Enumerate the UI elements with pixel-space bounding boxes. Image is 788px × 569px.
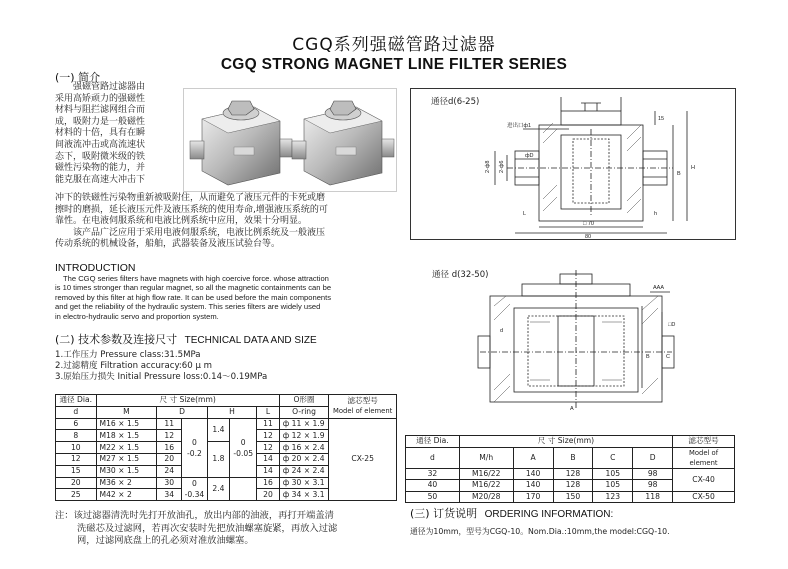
note-line: 注：该过滤器清洗时先打开放油孔，放出内部的油液，再打开端盖清 <box>55 510 334 521</box>
intro-line: 磁性污染物的能力，并 <box>55 163 146 174</box>
table-row: 25 M42 × 2 34 20 ф 34 × 3.1 <box>56 489 397 501</box>
th-size: 尺 寸 Size(mm) <box>96 395 279 407</box>
fig1-dim-port: 进出口ф1 <box>507 123 532 129</box>
intro-line: 靠性。在电液伺服系统和电液比例系统中应用，效果十分明显。 <box>55 216 308 227</box>
filter-unit-left <box>190 101 292 185</box>
intro-text-narrow <box>55 82 183 186</box>
order-text: 通径为10mm，型号为CGQ-10。Nom.Dia.:10mm,the model:CGQ-10. <box>410 527 670 536</box>
page-title-en: CGQ STRONG MAGNET LINE FILTER SERIES <box>220 56 568 73</box>
tech-params <box>55 350 267 383</box>
intro-en-line: The CGQ series filters have magnets with high coercive force. whose attraction <box>63 274 329 283</box>
product-photo <box>183 88 397 192</box>
fig1-dim-h2: 2-ф6 <box>499 160 505 173</box>
th-H: H <box>207 406 257 418</box>
intro-line: 材料的十倍，具有在瞬 <box>55 128 146 139</box>
fig2-dim-A: A <box>570 406 574 412</box>
fig2-dim-d: d <box>500 328 504 334</box>
dim-table: 通径 Dia. 尺 寸 Size(mm) 滤芯型号 d M/h A B C D Model of element 32 M16/22 140 128 105 98 CX-40 40 M16/22 140 128 105 98 50 M20/28 170 150 123 118 CX-50 <box>405 435 735 503</box>
th-d: d <box>56 406 97 418</box>
intro-heading-en: INTRODUCTION <box>55 262 136 274</box>
intro-line: 态下，吸附微米级的铁 <box>55 151 146 162</box>
spec-table <box>55 394 397 501</box>
intro-line: 强磁管路过滤器由 <box>73 82 146 92</box>
intro-en-line: is 10 times stronger than regular magnet, so all the magnetic containments can be <box>55 283 332 293</box>
figure-1-label: 通径d(6-25) <box>431 97 480 107</box>
intro-line: 成，吸附力是一般磁性 <box>55 116 146 127</box>
th-dia: 通径 Dia. <box>56 395 97 407</box>
order-heading-cn: (三) 订货说明 <box>410 507 478 520</box>
table-row: 40 M16/22 140 128 105 98 <box>406 480 735 492</box>
table-row: 20 M36 × 2 30 0 -0.34 2.4 16 ф 30 × 3.1 <box>56 477 397 489</box>
th-L: L <box>257 406 280 418</box>
table-row: 8 M18 × 1.5 12 12 ф 12 × 1.9 <box>56 430 397 442</box>
fig2-dim-AA: AAA <box>653 285 665 291</box>
th-oring: O形圈 <box>279 395 329 407</box>
table-row: 12 M27 × 1.5 20 14 ф 20 × 2.4 <box>56 453 397 465</box>
figure-1-drawing <box>411 89 735 239</box>
note-line: 网，过滤网底盘上的孔必须对准放油螺塞。 <box>77 535 254 546</box>
table-row: 50 M20/28 170 150 123 118 CX-50 <box>406 491 735 503</box>
note <box>55 510 400 548</box>
model-cell: CX-25 <box>329 418 397 501</box>
table-row: 15 M30 × 1.5 24 14 ф 24 × 2.4 <box>56 465 397 477</box>
th-model: 滤芯型号 Model of element <box>329 395 397 419</box>
intro-text-en <box>55 274 400 321</box>
intro-en-line: in electro-hydraulic servo and proportion system. <box>55 311 219 321</box>
filter-unit-right <box>292 101 394 185</box>
intro-text-wide <box>55 193 395 251</box>
table-row: 10 M22 × 1.5 16 1.8 12 ф 16 × 2.4 <box>56 442 397 454</box>
intro-line: 采用高矫顽力的强磁性 <box>55 93 146 104</box>
intro-en-line: and get the reliability of the hydraulic system. This series filters are widely used <box>55 302 321 312</box>
param-accuracy: 2.过滤精度 Filtration accuracy:60 μ m <box>55 361 213 371</box>
figure-2 <box>410 262 734 412</box>
intro-line: 擦时的磨损，延长液压元件及液压系统的使用寿命,增强液压系统的可 <box>55 204 328 215</box>
intro-heading: (一) 简介 <box>55 71 101 84</box>
product-photo-svg <box>184 89 396 191</box>
fig1-dim-D: фD <box>525 153 534 159</box>
intro-line: 能克服在高速大冲击下 <box>55 174 146 185</box>
intro-line: 冲下的铁磁性污染物重新被吸附住，从而避免了液压元件的卡死或磨 <box>55 193 326 203</box>
intro-line: 间液流冲击或高流速状 <box>55 139 146 150</box>
fig1-dim-B: B <box>677 171 681 177</box>
th-model-2: 滤芯型号 <box>673 436 735 448</box>
th-M: M <box>96 406 157 418</box>
tech-heading-en: TECHNICAL DATA AND SIZE <box>184 335 317 346</box>
intro-line: 传动系统的机械设备，船舶，武器装备及液压试验台等。 <box>55 239 281 250</box>
fig1-dim-h1: 2-ф8 <box>485 160 491 173</box>
param-loss: 3.原始压力损失 Initial Pressure loss:0.14～0.19MPa <box>55 372 268 382</box>
note-line: 洗磁芯及过滤网，若再次安装时先把放油螺塞旋紧，再放入过滤 <box>77 522 338 534</box>
table-row: 6 M16 × 1.5 11 0 -0.2 1.4 0 -0.05 11 ф 11 × 1.9 CX-25 <box>56 418 397 430</box>
page-title-cn: CGQ系列强磁管路过滤器 <box>292 35 496 55</box>
table-row: 32 M16/22 140 128 105 98 CX-40 <box>406 468 735 480</box>
fig1-dim-w: □ 70 <box>583 221 594 227</box>
th-d-2: d <box>406 447 460 468</box>
fig1-dim-top: 15 <box>658 116 665 122</box>
intro-en-line: removed by this filter at high flow rate. It can be used before the main components <box>55 292 332 302</box>
figure-2-drawing <box>410 262 734 412</box>
tech-heading-cn: (二) 技术参数及连接尺寸 <box>55 333 178 346</box>
fig2-dim-C: C <box>666 354 670 360</box>
th-dia-2: 通径 Dia. <box>406 436 460 448</box>
tech-heading <box>55 331 317 347</box>
order-heading-en: ORDERING INFORMATION: <box>484 509 614 520</box>
th-D: D <box>157 406 207 418</box>
intro-line: 该产品广泛应用于采用电液伺服系统，电液比例系统及一般液压 <box>73 227 326 238</box>
figure-2-label: 通径 d(32-50) <box>432 270 489 280</box>
figure-1 <box>410 88 736 240</box>
param-pressure: 1.工作压力 Pressure class:31.5MPa <box>55 350 201 360</box>
th-oring2: O-ring <box>279 406 329 418</box>
order-heading <box>410 505 613 521</box>
fig2-dim-B: B <box>646 354 650 360</box>
fig1-dim-h: h <box>654 211 658 217</box>
fig2-dim-D: □D <box>668 322 676 328</box>
fig1-dim-H: H <box>691 165 695 171</box>
fig1-dim-L: L <box>523 211 527 217</box>
intro-line: 材料与阻拦滤网组合而 <box>55 105 146 116</box>
fig1-dim-80: 80 <box>585 234 592 239</box>
th-size-2: 尺 寸 Size(mm) <box>459 436 672 448</box>
